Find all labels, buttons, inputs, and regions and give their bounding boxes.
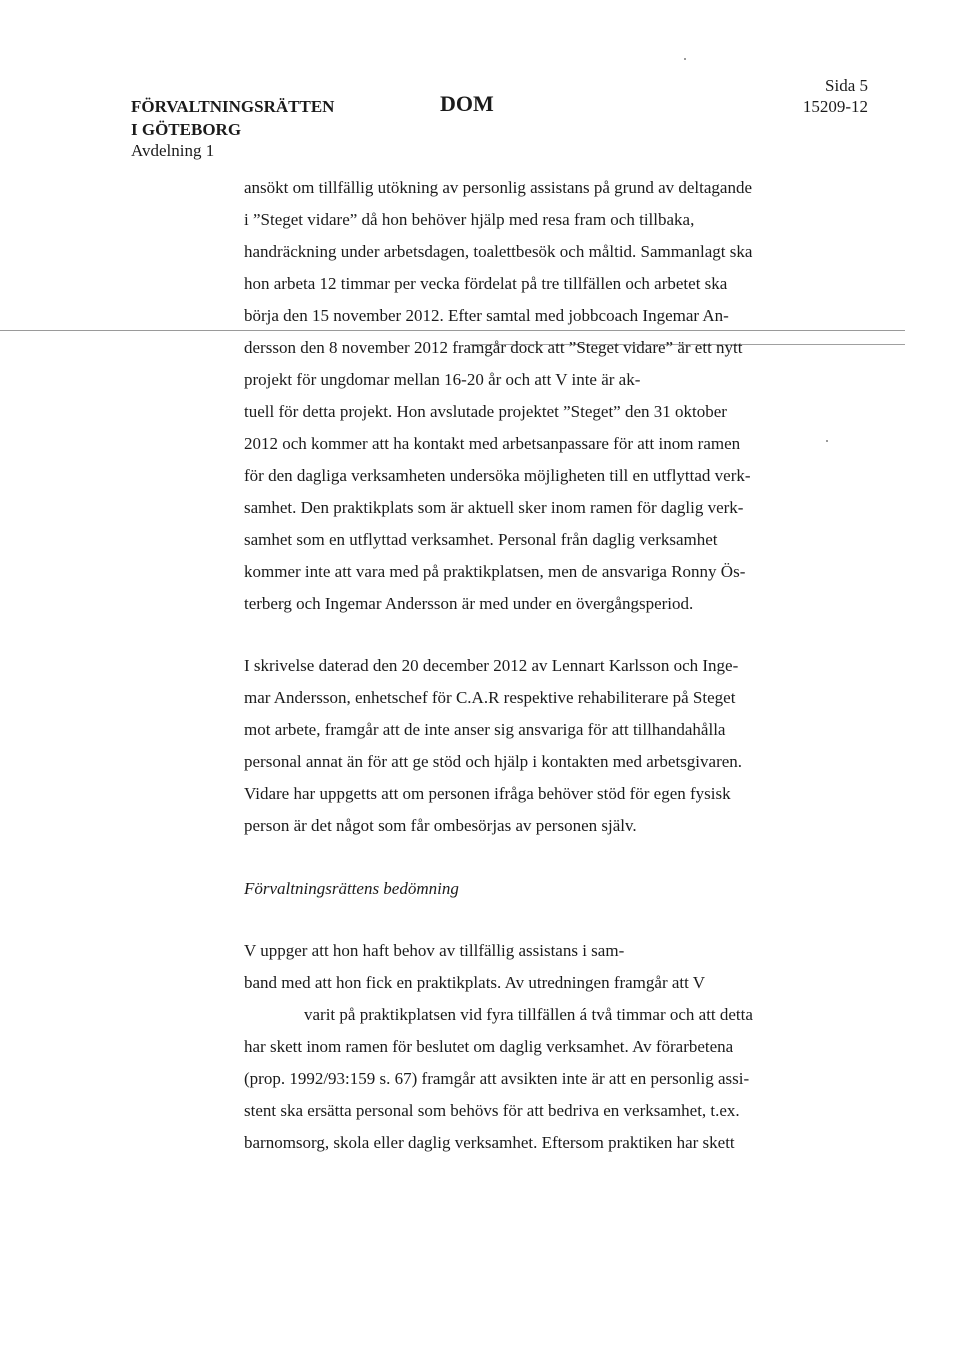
section-heading: Förvaltningsrättens bedömning (244, 879, 459, 898)
body-line: I skrivelse daterad den 20 december 2012 av Lennart Karlsson och Inge- (244, 656, 739, 675)
body-line: 2012 och kommer att ha kontakt med arbetsanpassare för att inom ramen (244, 434, 741, 453)
body-line: mot arbete, framgår att de inte anser sig ansvariga för att tillhandahålla (244, 720, 726, 739)
body-line: kommer inte att vara med på praktikplatsen, men de ansvariga Ronny Ös- (244, 562, 746, 581)
body-line: ansökt om tillfällig utökning av personlig assistans på grund av deltagande (244, 178, 753, 197)
body-line: varit på praktikplatsen vid fyra tillfällen á två timmar och att detta (304, 1005, 753, 1024)
body-line: tuell för detta projekt. Hon avslutade projektet ”Steget” den 31 oktober (244, 402, 727, 421)
body-line: dersson den 8 november 2012 framgår dock att ”Steget vidare” är ett nytt (244, 338, 743, 357)
body-line: personal annat än för att ge stöd och hjälp i kontakten med arbetsgivaren. (244, 752, 743, 771)
body-line: (prop. 1992/93:159 s. 67) framgår att avsikten inte är att en personlig assi- (244, 1069, 750, 1088)
court-division: Avdelning 1 (131, 141, 215, 160)
body-line: handräckning under arbetsdagen, toalettbesök och måltid. Sammanlagt ska (244, 242, 753, 261)
body-line: band med att hon fick en praktikplats. Av utredningen framgår att V (244, 973, 706, 992)
body-line: barnomsorg, skola eller daglig verksamhet. Eftersom praktiken har skett (244, 1133, 735, 1152)
body-line: samhet. Den praktikplats som är aktuell sker inom ramen för daglig verk- (244, 498, 744, 517)
body-line: börja den 15 november 2012. Efter samtal med jobbcoach Ingemar An- (244, 306, 729, 325)
body-line: V uppger att hon haft behov av tillfällig assistans i sam- (244, 941, 625, 960)
document-type: DOM (440, 91, 494, 116)
body-line: för den dagliga verksamheten undersöka möjligheten till en utflyttad verk- (244, 466, 751, 485)
body-line: samhet som en utflyttad verksamhet. Personal från daglig verksamhet (244, 530, 718, 549)
body-line: terberg och Ingemar Andersson är med under en övergångsperiod. (244, 594, 694, 613)
body-line: projekt för ungdomar mellan 16-20 år och att V inte är ak- (244, 370, 641, 389)
case-number: 15209-12 (802, 97, 868, 116)
body-line: hon arbeta 12 timmar per vecka fördelat på tre tillfällen och arbetet ska (244, 274, 728, 293)
scan-speck (684, 58, 686, 60)
page-number: Sida 5 (825, 76, 868, 95)
body-line: stent ska ersätta personal som behövs för att bedriva en verksamhet, t.ex. (244, 1101, 740, 1120)
court-name: FÖRVALTNINGSRÄTTEN (131, 97, 335, 116)
body-line: i ”Steget vidare” då hon behöver hjälp med resa fram och tillbaka, (244, 210, 695, 229)
body-line: person är det något som får ombesörjas av personen själv. (244, 816, 637, 835)
court-city: I GÖTEBORG (131, 120, 242, 139)
body-line: mar Andersson, enhetschef för C.A.R respektive rehabiliterare på Steget (244, 688, 736, 707)
body-line: har skett inom ramen för beslutet om daglig verksamhet. Av förarbetena (244, 1037, 734, 1056)
scan-line (0, 330, 905, 331)
scan-speck (826, 440, 828, 442)
body-line: Vidare har uppgetts att om personen ifråga behöver stöd för egen fysisk (244, 784, 731, 803)
